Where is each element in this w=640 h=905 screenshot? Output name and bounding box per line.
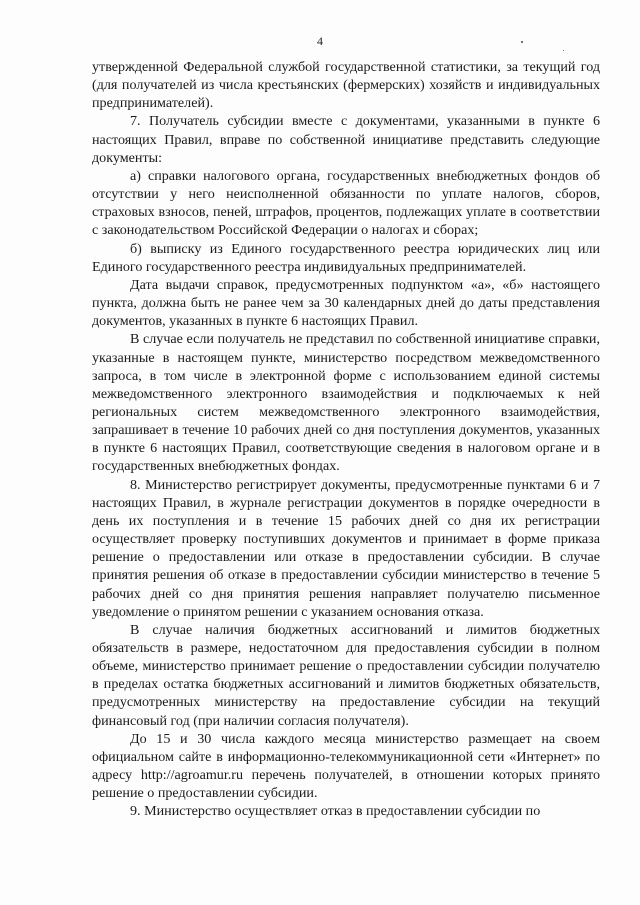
paragraph-clause-8: 8. Министерство регистрирует документы, предусмотренные пунктами 6 и 7 настоящих Правил, в журнале регистрации документов в порядке очередности в день их поступления и в течение 15 рабочих дней со дня их регистрации осуществляет проверку поступивших документов и принимает в форме приказа решение о предоставлении или отказе в предоставлении субсидии. В случае принятия решения об отказе в предоставлении субсидии министерство в течение 5 рабочих дней со дня принятия решения направляет получателю письменное уведомление о принятом решении с указанием основания отказа. [92,476,600,620]
paragraph-clause-7: 7. Получатель субсидии вместе с документами, указанными в пункте 6 настоящих Правил, вправе по собственной инициативе представить следующие документы: [92,113,600,166]
paragraph-interagency-request: В случае если получатель не представил по собственной инициативе справки, указанные в настоящем пункте, министерство посредством межведомственного запроса, в том числе в электронной форме с использованием единой системы межведомственного электронного взаимодействия и подключаемых к ней региональных систем межведомственного электронного взаимодействия, запрашивает в течение 10 рабочих дней со дня поступления документов, указанных в пункте 6 настоящих Правил, соответствующие сведения в налоговом органе и в государственных внебюджетных фондах. [92,331,600,475]
scan-speck [563,50,564,51]
paragraph-subclause-b: б) выписку из Единого государственного реестра юридических лиц или Единого государственного реестра индивидуальных предпринимателей. [92,240,600,275]
paragraph-budget-allocations: В случае наличия бюджетных ассигнований и лимитов бюджетных обязательств в размере, недостаточном для предоставления субсидии в полном объеме, министерство принимает решение о предоставлении субсидии получателю в пределах остатка бюджетных ассигнований и лимитов бюджетных обязательств, предусмотренных министерству на предоставление субсидии на текущий финансовый год (при наличии согласия получателя). [92,621,600,729]
document-body [92,58,600,821]
paragraph-clause-9: 9. Министерство осуществляет отказ в предоставлении субсидии по [130,803,541,820]
paragraph-publication: До 15 и 30 числа каждого месяца министерство размещает на своем официальном сайте в информационно-телекоммуникационной сети «Интернет» по адресу http://agroamur.ru перечень получателей, в отношении которых принято решение о предоставлении субсидии. [92,730,600,802]
scan-speck [521,41,523,43]
paragraph-continuation: утвержденной Федеральной службой государственной статистики, за текущий год (для получателей из числа крестьянских (фермерских) хозяйств и индивидуальных предпринимателей). [92,59,600,112]
paragraph-subclause-a: а) справки налогового органа, государственных внебюджетных фондов об отсутствии у него неисполненной обязанности по уплате налогов, сборов, страховых взносов, пеней, штрафов, процентов, подлежащих уплате в соответствии с законодательством Российской Федерации о налогах и сборах; [92,167,600,239]
page-number: 4 [317,34,323,48]
paragraph-certificate-date: Дата выдачи справок, предусмотренных подпунктом «а», «б» настоящего пункта, должна быть не ранее чем за 30 календарных дней до даты представления документов, указанных в пункте 6 настоящих Правил. [92,276,600,330]
